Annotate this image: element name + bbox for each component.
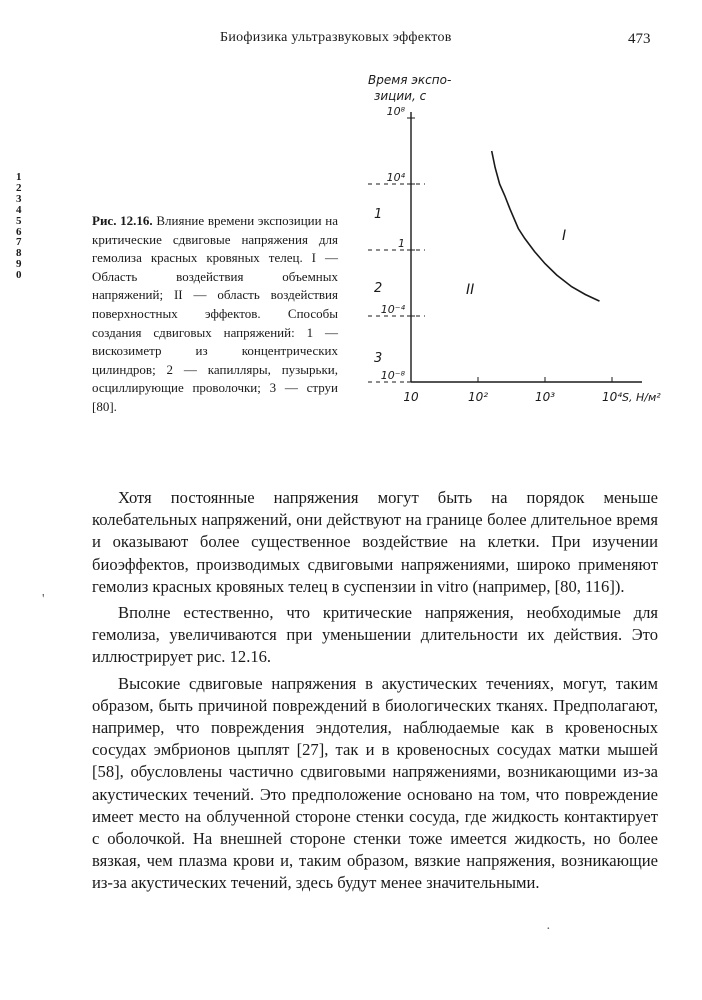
- y-tick-label: 10⁸: [386, 105, 405, 118]
- figure-12-16: [352, 70, 692, 415]
- margin-digit: 6: [16, 225, 22, 238]
- log-log-chart: [352, 70, 692, 415]
- method-label: 2: [374, 281, 383, 296]
- region-label-II: II: [466, 282, 475, 298]
- margin-digit: 4: [16, 203, 22, 216]
- y-axis-label-line1: Время экспо-: [368, 73, 452, 87]
- y-tick-label: 10⁻⁸: [380, 369, 405, 382]
- x-tick-label: 10⁴: [601, 390, 623, 404]
- print-speck: ': [42, 592, 45, 607]
- x-tick-label: 10²: [467, 390, 489, 404]
- margin-digit: 3: [16, 192, 22, 205]
- figure-caption-text: Влияние времени экспозиции на критические сдвиговые напряжения для гемолиза красных кровяных телец. I — Область воздействия объемных напряжений; II — область воздействия поверхностных эффектов. Способы создания сдвиговых напряжений: 1 — вискозиметр из концентрических цилиндров; 2 — капилляры, пузырьки, осциллирующие проволочки; 3 — струи [80].: [92, 213, 339, 414]
- y-tick-label: 1: [398, 237, 405, 250]
- margin-line-numbers: [16, 172, 22, 281]
- y-axis-label-line2: зиции, с: [374, 89, 427, 103]
- margin-digit: 5: [16, 214, 22, 227]
- y-tick-label: 10⁴: [386, 171, 405, 184]
- x-axis-label: S, Н/м²: [622, 391, 661, 404]
- margin-digit: 2: [16, 181, 22, 194]
- method-label: 1: [374, 207, 383, 222]
- figure-caption-label: Рис. 12.16.: [92, 213, 153, 228]
- running-title: Биофизика ультразвуковых эффектов: [220, 30, 452, 45]
- x-tick-label: 10: [403, 390, 419, 404]
- margin-digit: 0: [16, 269, 22, 282]
- margin-digit: 7: [16, 236, 22, 249]
- figure-caption: [92, 212, 338, 417]
- y-tick-label: 10⁻⁴: [380, 303, 405, 316]
- region-label-I: I: [562, 228, 567, 244]
- page-number: 473: [628, 31, 651, 47]
- margin-digit: 8: [16, 247, 22, 260]
- method-label: 3: [374, 351, 383, 366]
- paragraph: Высокие сдвиговые напряжения в акустических течениях, могут, таким образом, быть причиной повреждений в биологических тканях. Предполагают, например, что повреждения эндотелия, наблюдаемые как в кровеносных сосудах эмбрионов цыплят [27], так и в кровеносных сосудах матки мышей [58], обусловлены частично сдвиговыми напряжениями, возникающими из-за акустических течений. Это предположение основано на том, что повреждение имеет место на облученной стороне стенки сосуда, где жидкость контактирует с оболочкой. На внешней стороне стенки тоже имеется жидкость, но более вязкая, чем плазма крови и, таким образом, вязкие напряжения, возникающие из-за акустических течений, здесь будут менее значительными.: [92, 673, 658, 893]
- margin-digit: 9: [16, 258, 22, 271]
- paragraph: Вполне естественно, что критические напряжения, необходимые для гемолиза, увеличиваются при уменьшении длительности их действия. Это иллюстрирует рис. 12.16.: [92, 603, 658, 667]
- paragraph: Хотя постоянные напряжения могут быть на порядок меньше колебательных напряжений, они действуют на границе более длительное время и оказывают более существенное воздействие на клетки. При изучении биоэффектов, производимых сдвиговыми напряжениями, широко применяют гемолиз красных кровяных телец в суспензии in vitro (например, [80, 116]).: [92, 488, 658, 596]
- margin-digit: 1: [16, 171, 22, 183]
- body-text: [92, 487, 658, 899]
- critical-stress-curve: [492, 151, 600, 301]
- x-tick-label: 10³: [534, 390, 556, 404]
- print-speck: ·: [546, 922, 551, 937]
